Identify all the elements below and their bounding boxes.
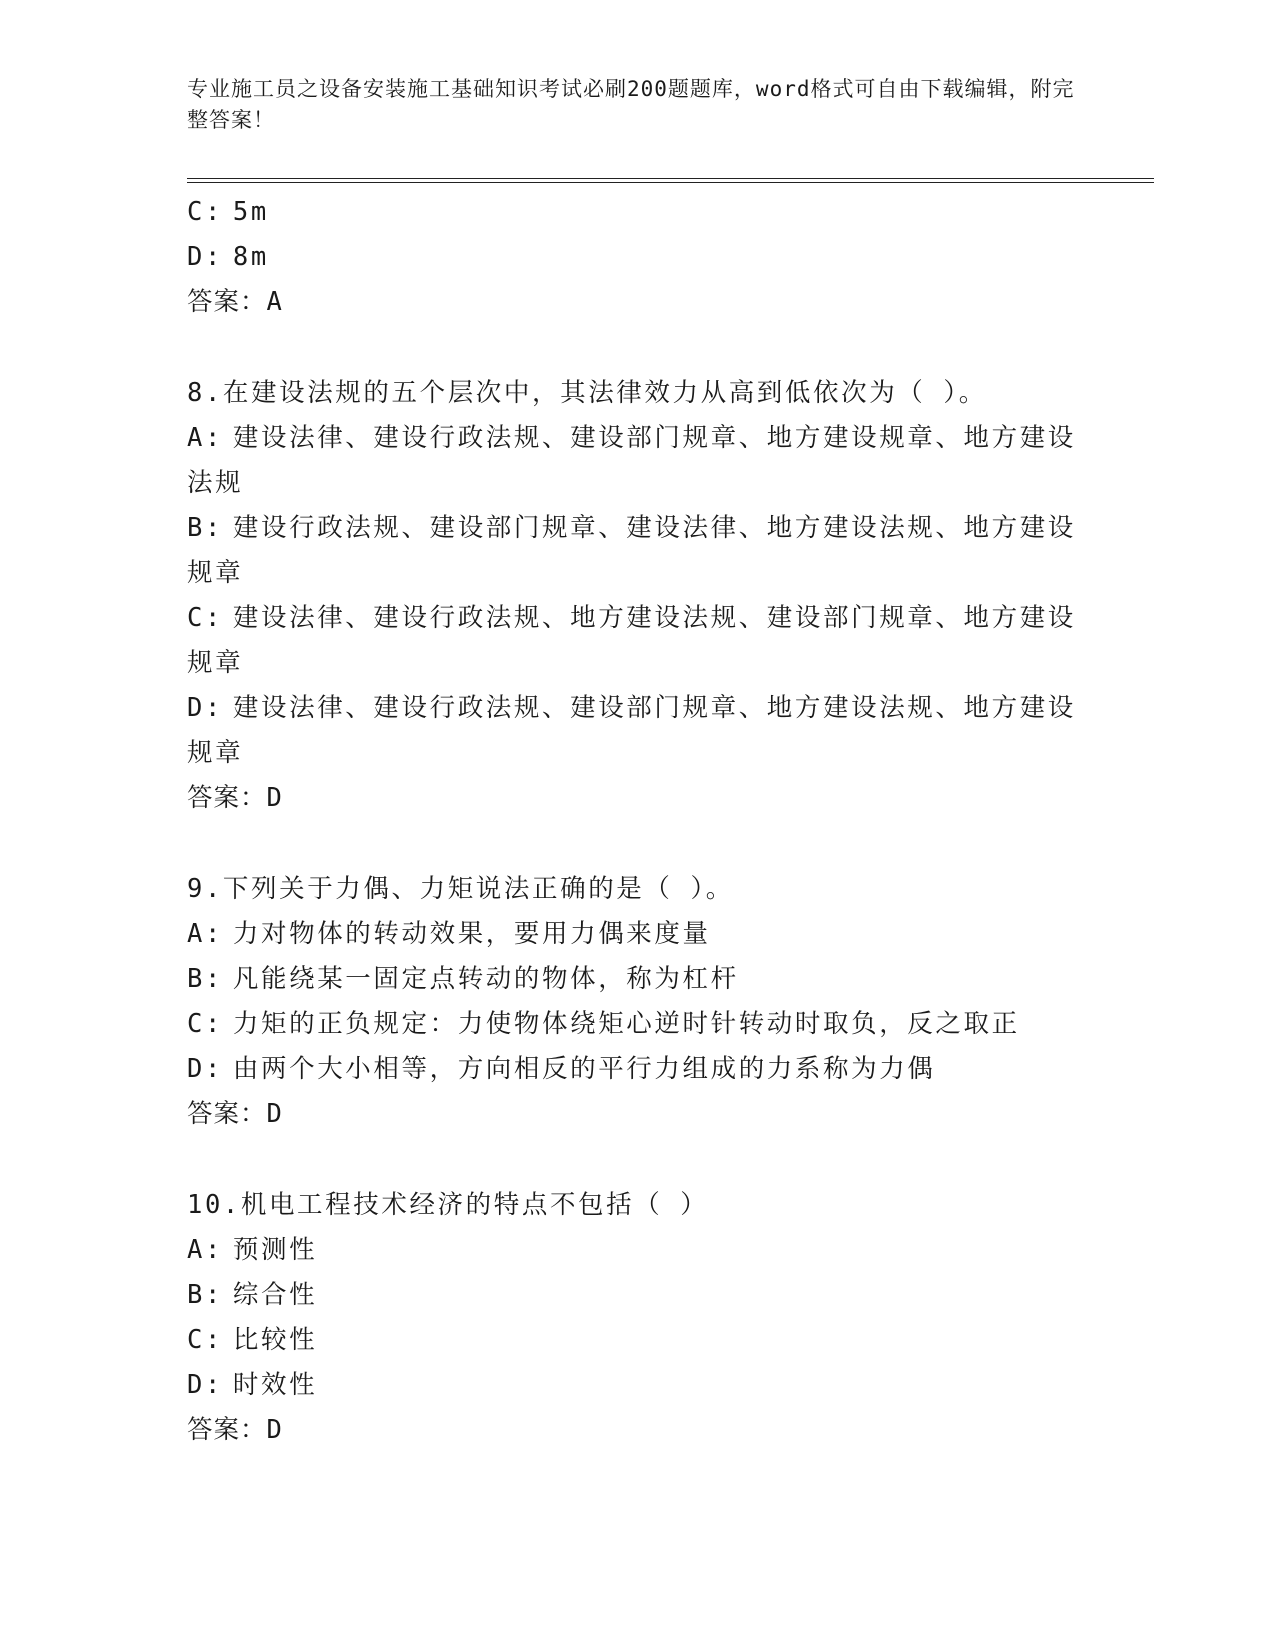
option-text: 建设法律、建设行政法规、建设部门规章、地方建设法规、地方建设规章	[187, 693, 1076, 768]
spacer	[187, 325, 1087, 371]
header-divider-top	[187, 178, 1154, 179]
option-text: 建设法律、建设行政法规、建设部门规章、地方建设规章、地方建设法规	[187, 423, 1076, 498]
question-stem: 10.机电工程技术经济的特点不包括（ ）	[187, 1190, 709, 1220]
spacer	[187, 1137, 1087, 1183]
option-text: 8m	[232, 242, 269, 272]
option-key: D:	[187, 1054, 223, 1084]
option-text: 比较性	[232, 1325, 318, 1355]
answer-line: 答案：D	[187, 1415, 283, 1445]
option-key: D:	[187, 242, 223, 272]
option-key: C:	[187, 603, 223, 633]
option-key: B:	[187, 964, 223, 994]
option-text: 由两个大小相等，方向相反的平行力组成的力系称为力偶	[232, 1054, 936, 1084]
option-key: A:	[187, 919, 223, 949]
option-c	[187, 1318, 1087, 1363]
option-key: C:	[187, 1325, 223, 1355]
question-list	[187, 190, 1087, 1453]
option-d	[187, 235, 1087, 280]
option-b	[187, 506, 1087, 596]
option-b	[187, 957, 1087, 1002]
option-c	[187, 190, 1087, 235]
question-9	[187, 867, 1087, 1137]
option-d	[187, 686, 1087, 776]
option-c	[187, 1002, 1087, 1047]
header-divider-bottom	[187, 182, 1154, 183]
question-10	[187, 1183, 1087, 1453]
option-a	[187, 416, 1087, 506]
answer-line: 答案：D	[187, 1099, 283, 1129]
option-a	[187, 1228, 1087, 1273]
option-key: D:	[187, 693, 223, 723]
option-b	[187, 1273, 1087, 1318]
option-key: A:	[187, 1235, 223, 1265]
option-text: 综合性	[232, 1280, 318, 1310]
answer-line: 答案：D	[187, 783, 283, 813]
option-d	[187, 1363, 1087, 1408]
answer-line: 答案：A	[187, 287, 283, 317]
option-text: 力对物体的转动效果，要用力偶来度量	[232, 919, 711, 949]
question-stem: 9.下列关于力偶、力矩说法正确的是（ ）。	[187, 874, 734, 904]
option-d	[187, 1047, 1087, 1092]
option-text: 5m	[232, 197, 269, 227]
option-key: A:	[187, 423, 223, 453]
option-text: 凡能绕某一固定点转动的物体，称为杠杆	[232, 964, 739, 994]
option-key: C:	[187, 197, 223, 227]
partial-question	[187, 190, 1087, 325]
question-stem: 8.在建设法规的五个层次中，其法律效力从高到低依次为（ ）。	[187, 378, 987, 408]
option-text: 预测性	[232, 1235, 318, 1265]
option-text: 时效性	[232, 1370, 318, 1400]
option-key: B:	[187, 513, 223, 543]
option-text: 建设行政法规、建设部门规章、建设法律、地方建设法规、地方建设规章	[187, 513, 1076, 588]
option-key: B:	[187, 1280, 223, 1310]
question-8	[187, 371, 1087, 821]
header-title: 专业施工员之设备安装施工基础知识考试必刷200题题库，word格式可自由下载编辑，附完整答案！	[187, 77, 1075, 132]
option-c	[187, 596, 1087, 686]
option-a	[187, 912, 1087, 957]
option-text: 力矩的正负规定：力使物体绕矩心逆时针转动时取负，反之取正	[232, 1009, 1020, 1039]
option-key: D:	[187, 1370, 223, 1400]
spacer	[187, 821, 1087, 867]
option-key: C:	[187, 1009, 223, 1039]
option-text: 建设法律、建设行政法规、地方建设法规、建设部门规章、地方建设规章	[187, 603, 1076, 678]
document-header	[187, 74, 1087, 136]
